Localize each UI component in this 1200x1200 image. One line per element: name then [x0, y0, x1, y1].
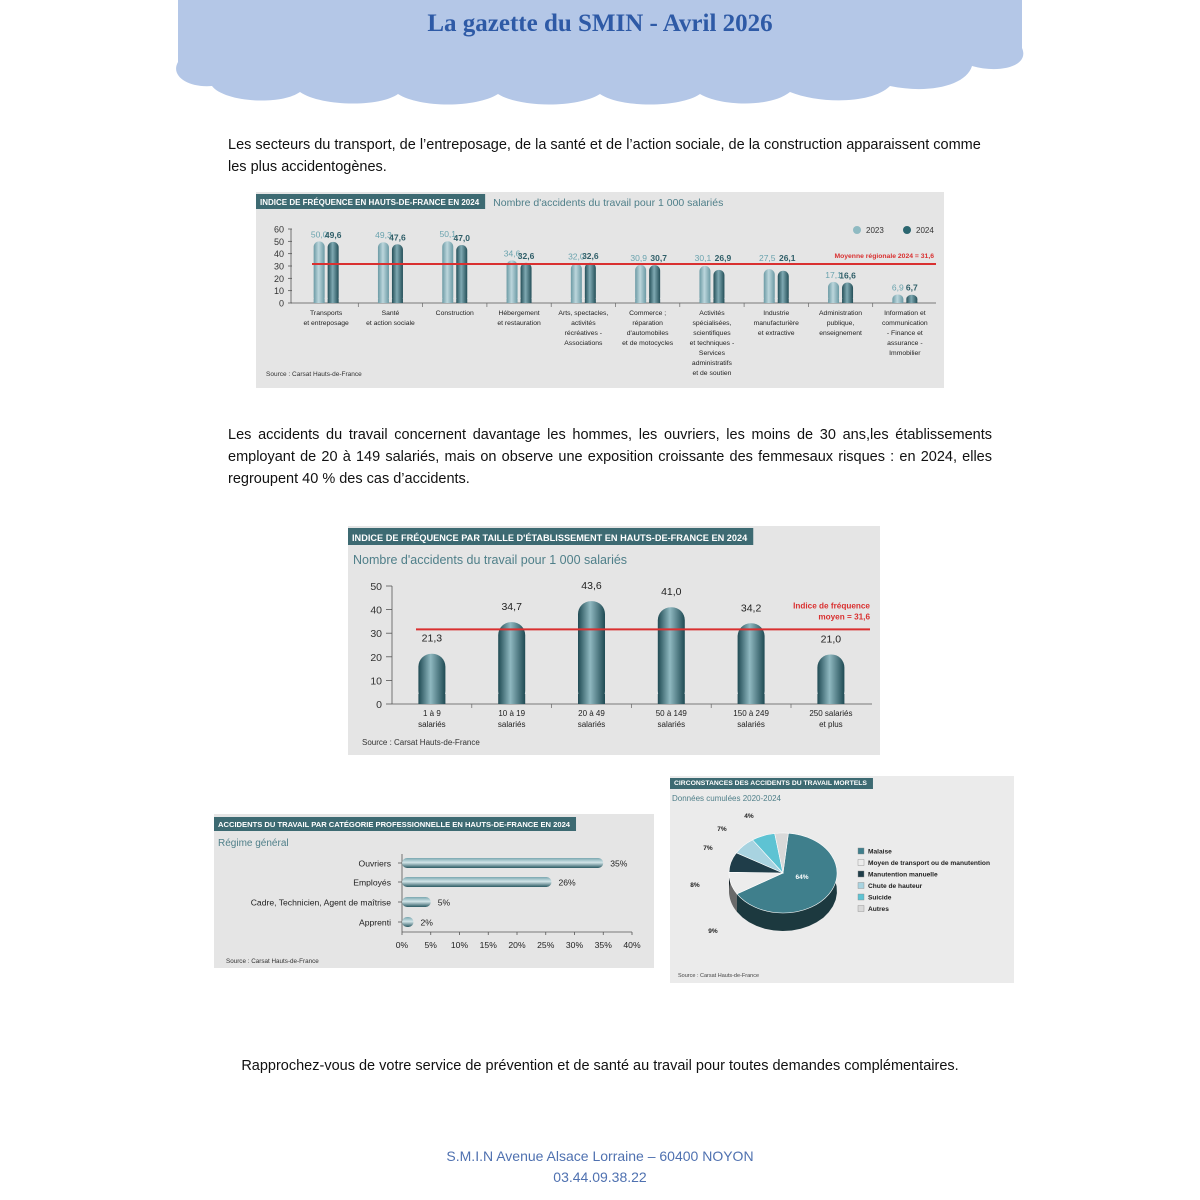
chart1-category-label: Transports	[310, 310, 343, 317]
chart4-slice-label: 8%	[690, 882, 700, 889]
chart1-category-label: et techniques -	[689, 340, 735, 347]
chart1-ytick: 50	[273, 236, 284, 247]
chart3-source: Source : Carsat Hauts-de-France	[226, 958, 319, 965]
chart1-title: INDICE DE FRÉQUENCE EN HAUTS-DE-FRANCE EN 2024	[260, 198, 480, 207]
chart2-bar-foot	[738, 694, 765, 704]
chart2-category-label: 10 à 19	[498, 709, 526, 718]
chart2-ytick: 0	[376, 699, 382, 711]
chart1-category-label: Services	[698, 350, 725, 357]
chart2-value-label: 21,3	[421, 632, 443, 645]
chart1-bar-2024-foot	[906, 299, 917, 303]
chart1-category-label: administratifs	[691, 360, 732, 367]
chart1-label-2023: 27,5	[758, 253, 776, 264]
chart1-bar-2024-foot	[392, 299, 403, 303]
chart1-ytick: 30	[273, 261, 284, 272]
chart4-slice-label: 7%	[717, 826, 727, 833]
chart1-bar-2024-foot	[649, 299, 660, 303]
chart1-bar-2023	[442, 241, 453, 303]
chart1-bar-2023	[378, 242, 389, 303]
chart2-bar-foot	[817, 694, 844, 704]
chart2-bar-foot	[498, 694, 525, 704]
chart1-label-2024: 26,1	[778, 253, 796, 264]
chart4-legend-swatch	[858, 906, 864, 912]
chart2-category-label: 250 salariés	[809, 709, 853, 718]
chart1-category-label: et extractive	[757, 330, 795, 337]
chart3-category-label: Ouvriers	[358, 858, 391, 869]
chart1-category-label: spécialisées,	[692, 320, 732, 327]
fatal-circumstances-chart	[670, 776, 1014, 983]
chart2-bar	[738, 623, 765, 704]
chart1-category-label: et entreposage	[303, 320, 349, 327]
chart4-legend-label: Chute de hauteur	[868, 883, 923, 890]
chart3-bar	[402, 877, 552, 887]
chart4-title: CIRCONSTANCES DES ACCIDENTS DU TRAVAIL MORTELS	[674, 780, 867, 787]
chart4-subtitle: Données cumulées 2020-2024	[672, 794, 781, 803]
chart1-label-2023: 30,9	[630, 253, 647, 264]
chart1-category-label: récréatives -	[564, 330, 603, 337]
chart2-ytick: 40	[370, 604, 382, 617]
chart3-xtick: 20%	[508, 940, 526, 950]
chart2-category-label: salariés	[577, 720, 606, 729]
chart1-bar-2023-foot	[571, 299, 582, 303]
chart4-legend-swatch	[858, 883, 864, 889]
chart1-bar-2023-foot	[699, 299, 710, 303]
chart1-bar-2023-foot	[314, 299, 325, 303]
chart1-bar-2024-foot	[456, 299, 467, 303]
chart4-slice-label: 64%	[795, 874, 809, 881]
chart1-category-label: réparation	[632, 320, 663, 327]
chart3-category-label: Cadre, Technicien, Agent de maîtrise	[250, 897, 391, 908]
fatal-circumstances-svg	[670, 776, 1014, 983]
chart4-legend-swatch	[858, 871, 864, 877]
chart3-bar	[402, 897, 431, 907]
chart2-source: Source : Carsat Hauts-de-France	[362, 738, 480, 747]
chart2-value-label: 43,6	[581, 580, 602, 593]
chart1-category-label: enseignement	[819, 330, 862, 337]
chart1-bar-2024	[778, 271, 789, 303]
chart1-bar-2023	[764, 269, 775, 303]
intro-paragraph: Les secteurs du transport, de l’entreposage, de la santé et de l’action sociale, de la construction apparaissent comme les plus accidentogènes.	[228, 137, 981, 175]
closing-paragraph: Rapprochez-vous de votre service de prévention et de santé au travail pour toutes demandes complémentaires.	[241, 1058, 959, 1074]
chart1-ytick: 60	[273, 224, 284, 235]
chart3-bar	[402, 858, 603, 868]
size-frequency-chart	[348, 526, 880, 755]
chart1-category-label: Hébergement	[498, 310, 540, 317]
chart1-bar-2024-foot	[713, 299, 724, 303]
chart4-legend-label: Moyen de transport ou de manutention	[868, 860, 990, 867]
category-chart	[214, 814, 654, 968]
chart2-ytick: 20	[370, 651, 382, 664]
chart1-label-2024: 49,6	[324, 229, 342, 240]
chart4-legend-label: Autres	[868, 906, 889, 913]
chart1-label-2023: 17,1	[825, 269, 842, 280]
chart4-slice-label: 7%	[703, 845, 713, 852]
chart2-reference-label: moyen = 31,6	[818, 612, 870, 622]
chart3-bar	[402, 917, 414, 927]
chart1-category-label: et de soutien	[692, 370, 732, 377]
chart4-legend-label: Malaise	[868, 848, 892, 856]
chart1-ytick: 0	[278, 298, 284, 309]
chart1-category-label: publique,	[826, 320, 855, 327]
chart3-subtitle: Régime général	[218, 838, 289, 849]
chart3-value-label: 2%	[420, 917, 433, 928]
chart1-bar-2024	[585, 263, 596, 303]
chart3-category-label: Employés	[353, 877, 391, 888]
chart2-value-label: 21,0	[820, 633, 842, 646]
chart3-xtick: 40%	[623, 940, 641, 950]
chart4-legend-swatch	[858, 894, 864, 900]
chart1-bar-2023	[635, 265, 646, 303]
sector-frequency-chart	[256, 192, 944, 388]
chart1-category-label: Associations	[564, 340, 603, 347]
chart2-bar	[498, 622, 525, 704]
chart1-category-label: scientifiques	[693, 330, 731, 337]
chart1-bar-2024-foot	[842, 299, 853, 303]
chart1-bar-2024-foot	[328, 299, 339, 303]
chart3-value-label: 5%	[437, 897, 451, 908]
chart3-xtick: 10%	[450, 940, 469, 950]
chart3-category-label: Apprenti	[358, 917, 391, 928]
chart1-label-2024: 6,7	[905, 282, 918, 293]
chart1-category-label: assurance -	[887, 340, 923, 347]
chart1-legend-swatch-2024	[903, 226, 911, 234]
chart1-label-2024: 47,6	[389, 232, 406, 243]
chart1-category-label: et action sociale	[366, 320, 415, 327]
chart4-legend-label: Manutention manuelle	[868, 871, 938, 879]
chart1-category-label: et restauration	[497, 320, 541, 327]
chart1-category-label: Information et	[884, 310, 926, 317]
chart3-title: ACCIDENTS DU TRAVAIL PAR CATÉGORIE PROFESSIONNELLE EN HAUTS-DE-FRANCE EN 2024	[218, 820, 571, 829]
footer-address: S.M.I.N Avenue Alsace Lorraine – 60400 NOYON	[446, 1148, 754, 1164]
chart1-ytick: 10	[273, 286, 284, 297]
chart1-label-2023: 6,9	[891, 282, 904, 293]
chart1-category-label: manufacturière	[753, 320, 799, 327]
chart1-label-2024: 32,6	[517, 250, 535, 261]
chart1-category-label: Commerce ;	[629, 310, 667, 317]
chart3-xtick: 15%	[479, 940, 497, 950]
chart1-bar-2023	[314, 241, 325, 303]
chart2-ytick: 10	[370, 675, 382, 688]
chart1-category-label: Construction	[435, 310, 474, 317]
chart1-category-label: activités	[571, 320, 596, 327]
chart1-label-2024: 16,6	[839, 270, 856, 281]
chart1-source: Source : Carsat Hauts-de-France	[266, 371, 362, 378]
chart1-bar-2023	[699, 266, 710, 303]
chart2-category-label: salariés	[737, 720, 765, 729]
chart2-category-label: salariés	[418, 720, 446, 729]
accidents-paragraph: Les accidents du travail concernent davantage les hommes, les ouvriers, les moins de 30 ans,les établissements employant de 20 à 149 salariés, mais on observe une exposition croissante des femmesaux risques : en 2024, elles regroupent 40 % des cas d’accidents.	[228, 427, 992, 487]
page-title: La gazette du SMIN - Avril 2026	[427, 10, 773, 37]
chart1-bar-2024	[713, 270, 724, 303]
chart1-label-2023: 50,0	[310, 229, 328, 240]
chart3-xtick: 35%	[594, 940, 612, 950]
category-svg	[214, 814, 654, 968]
chart1-bar-2024-foot	[521, 299, 532, 303]
chart1-bar-2024-foot	[778, 299, 789, 303]
chart1-category-label: et de motocycles	[622, 340, 674, 347]
chart1-label-2023: 34,6	[503, 248, 521, 259]
chart4-source: Source : Carsat Hauts-de-France	[678, 973, 760, 979]
chart1-category-label: Immobilier	[889, 350, 921, 357]
chart2-category-label: 150 à 249	[733, 709, 769, 718]
chart1-bar-2024	[456, 245, 467, 303]
chart1-reference-label: Moyenne régionale 2024 = 31,6	[834, 253, 934, 261]
chart1-bar-2023	[507, 260, 518, 303]
chart2-value-label: 34,7	[501, 601, 522, 614]
chart2-title: INDICE DE FRÉQUENCE PAR TAILLE D'ÉTABLISSEMENT EN HAUTS-DE-FRANCE EN 2024	[352, 533, 748, 543]
chart3-value-label: 26%	[558, 877, 576, 888]
chart2-category-label: salariés	[497, 720, 526, 729]
chart1-bar-2023-foot	[764, 299, 775, 303]
chart1-ytick: 20	[273, 273, 284, 284]
chart4-slice-label: 9%	[708, 928, 718, 935]
chart1-bar-2024	[649, 265, 660, 303]
chart2-category-label: 20 à 49	[578, 709, 605, 718]
chart1-label-2023: 32,0	[568, 251, 585, 262]
chart1-label-2023: 49,3	[375, 230, 392, 241]
chart1-ytick: 40	[273, 249, 284, 260]
chart1-category-label: Activités	[699, 310, 725, 317]
chart1-label-2023: 50,1	[439, 229, 457, 240]
chart1-bar-2024	[521, 263, 532, 303]
chart1-category-label: Arts, spectacles,	[558, 310, 609, 317]
chart4-legend-swatch	[858, 860, 864, 866]
chart1-bar-2023-foot	[507, 299, 518, 303]
chart2-value-label: 41,0	[661, 586, 682, 599]
chart1-bar-2024	[328, 242, 339, 303]
chart1-bar-2023-foot	[635, 299, 646, 303]
sector-frequency-svg	[256, 192, 944, 388]
chart1-category-label: Industrie	[763, 310, 790, 317]
chart2-bar	[578, 601, 605, 704]
chart3-xtick: 0%	[395, 940, 409, 950]
chart2-category-label: 50 à 149	[655, 709, 687, 718]
chart3-xtick: 30%	[565, 940, 584, 950]
footer-phone: 03.44.09.38.22	[553, 1169, 647, 1185]
chart4-legend-label: Suicide	[868, 894, 892, 902]
chart2-bar	[658, 607, 685, 704]
chart1-bar-2023-foot	[378, 299, 389, 303]
chart1-subtitle: Nombre d'accidents du travail pour 1 000 salariés	[493, 197, 724, 209]
chart1-category-label: d'automobiles	[626, 330, 669, 337]
chart1-bar-2023-foot	[892, 299, 903, 303]
chart1-bar-2023-foot	[442, 299, 453, 303]
chart2-subtitle: Nombre d'accidents du travail pour 1 000 salariés	[353, 553, 628, 567]
chart2-category-label: salariés	[657, 720, 686, 729]
chart1-category-label: - Finance et	[886, 330, 923, 337]
chart1-label-2023: 30,1	[694, 253, 712, 264]
chart1-bar-2023	[571, 264, 582, 303]
chart2-category-label: et plus	[819, 720, 843, 729]
chart2-bar-foot	[658, 694, 685, 704]
chart4-legend-swatch	[858, 848, 864, 854]
chart1-category-label: communication	[881, 320, 928, 327]
chart1-bar-2024-foot	[585, 299, 596, 303]
chart1-bar-2024	[392, 244, 403, 303]
chart1-bar-2023-foot	[828, 299, 839, 303]
chart3-xtick: 25%	[537, 940, 555, 950]
chart2-category-label: 1 à 9	[423, 709, 441, 718]
chart3-value-label: 35%	[610, 858, 628, 869]
chart2-value-label: 34,2	[740, 602, 762, 615]
chart1-label-2024: 26,9	[714, 253, 732, 264]
chart1-legend-2023: 2023	[866, 226, 884, 235]
chart1-label-2024: 32,6	[582, 250, 599, 261]
chart2-reference-label: Indice de fréquence	[793, 601, 870, 611]
chart1-legend-2024: 2024	[916, 226, 934, 235]
chart2-bar-foot	[578, 694, 605, 704]
chart2-ytick: 30	[370, 628, 382, 641]
chart2-bar-foot	[418, 694, 445, 704]
chart3-xtick: 5%	[424, 940, 437, 950]
chart1-label-2024: 47,0	[453, 233, 471, 244]
chart2-ytick: 50	[370, 581, 382, 593]
chart1-label-2024: 30,7	[650, 253, 667, 264]
chart1-category-label: Santé	[381, 310, 400, 317]
chart4-slice-label: 4%	[744, 813, 754, 820]
chart1-legend-swatch-2023	[853, 226, 861, 234]
size-frequency-svg	[348, 526, 880, 755]
chart1-category-label: Administration	[819, 310, 863, 317]
